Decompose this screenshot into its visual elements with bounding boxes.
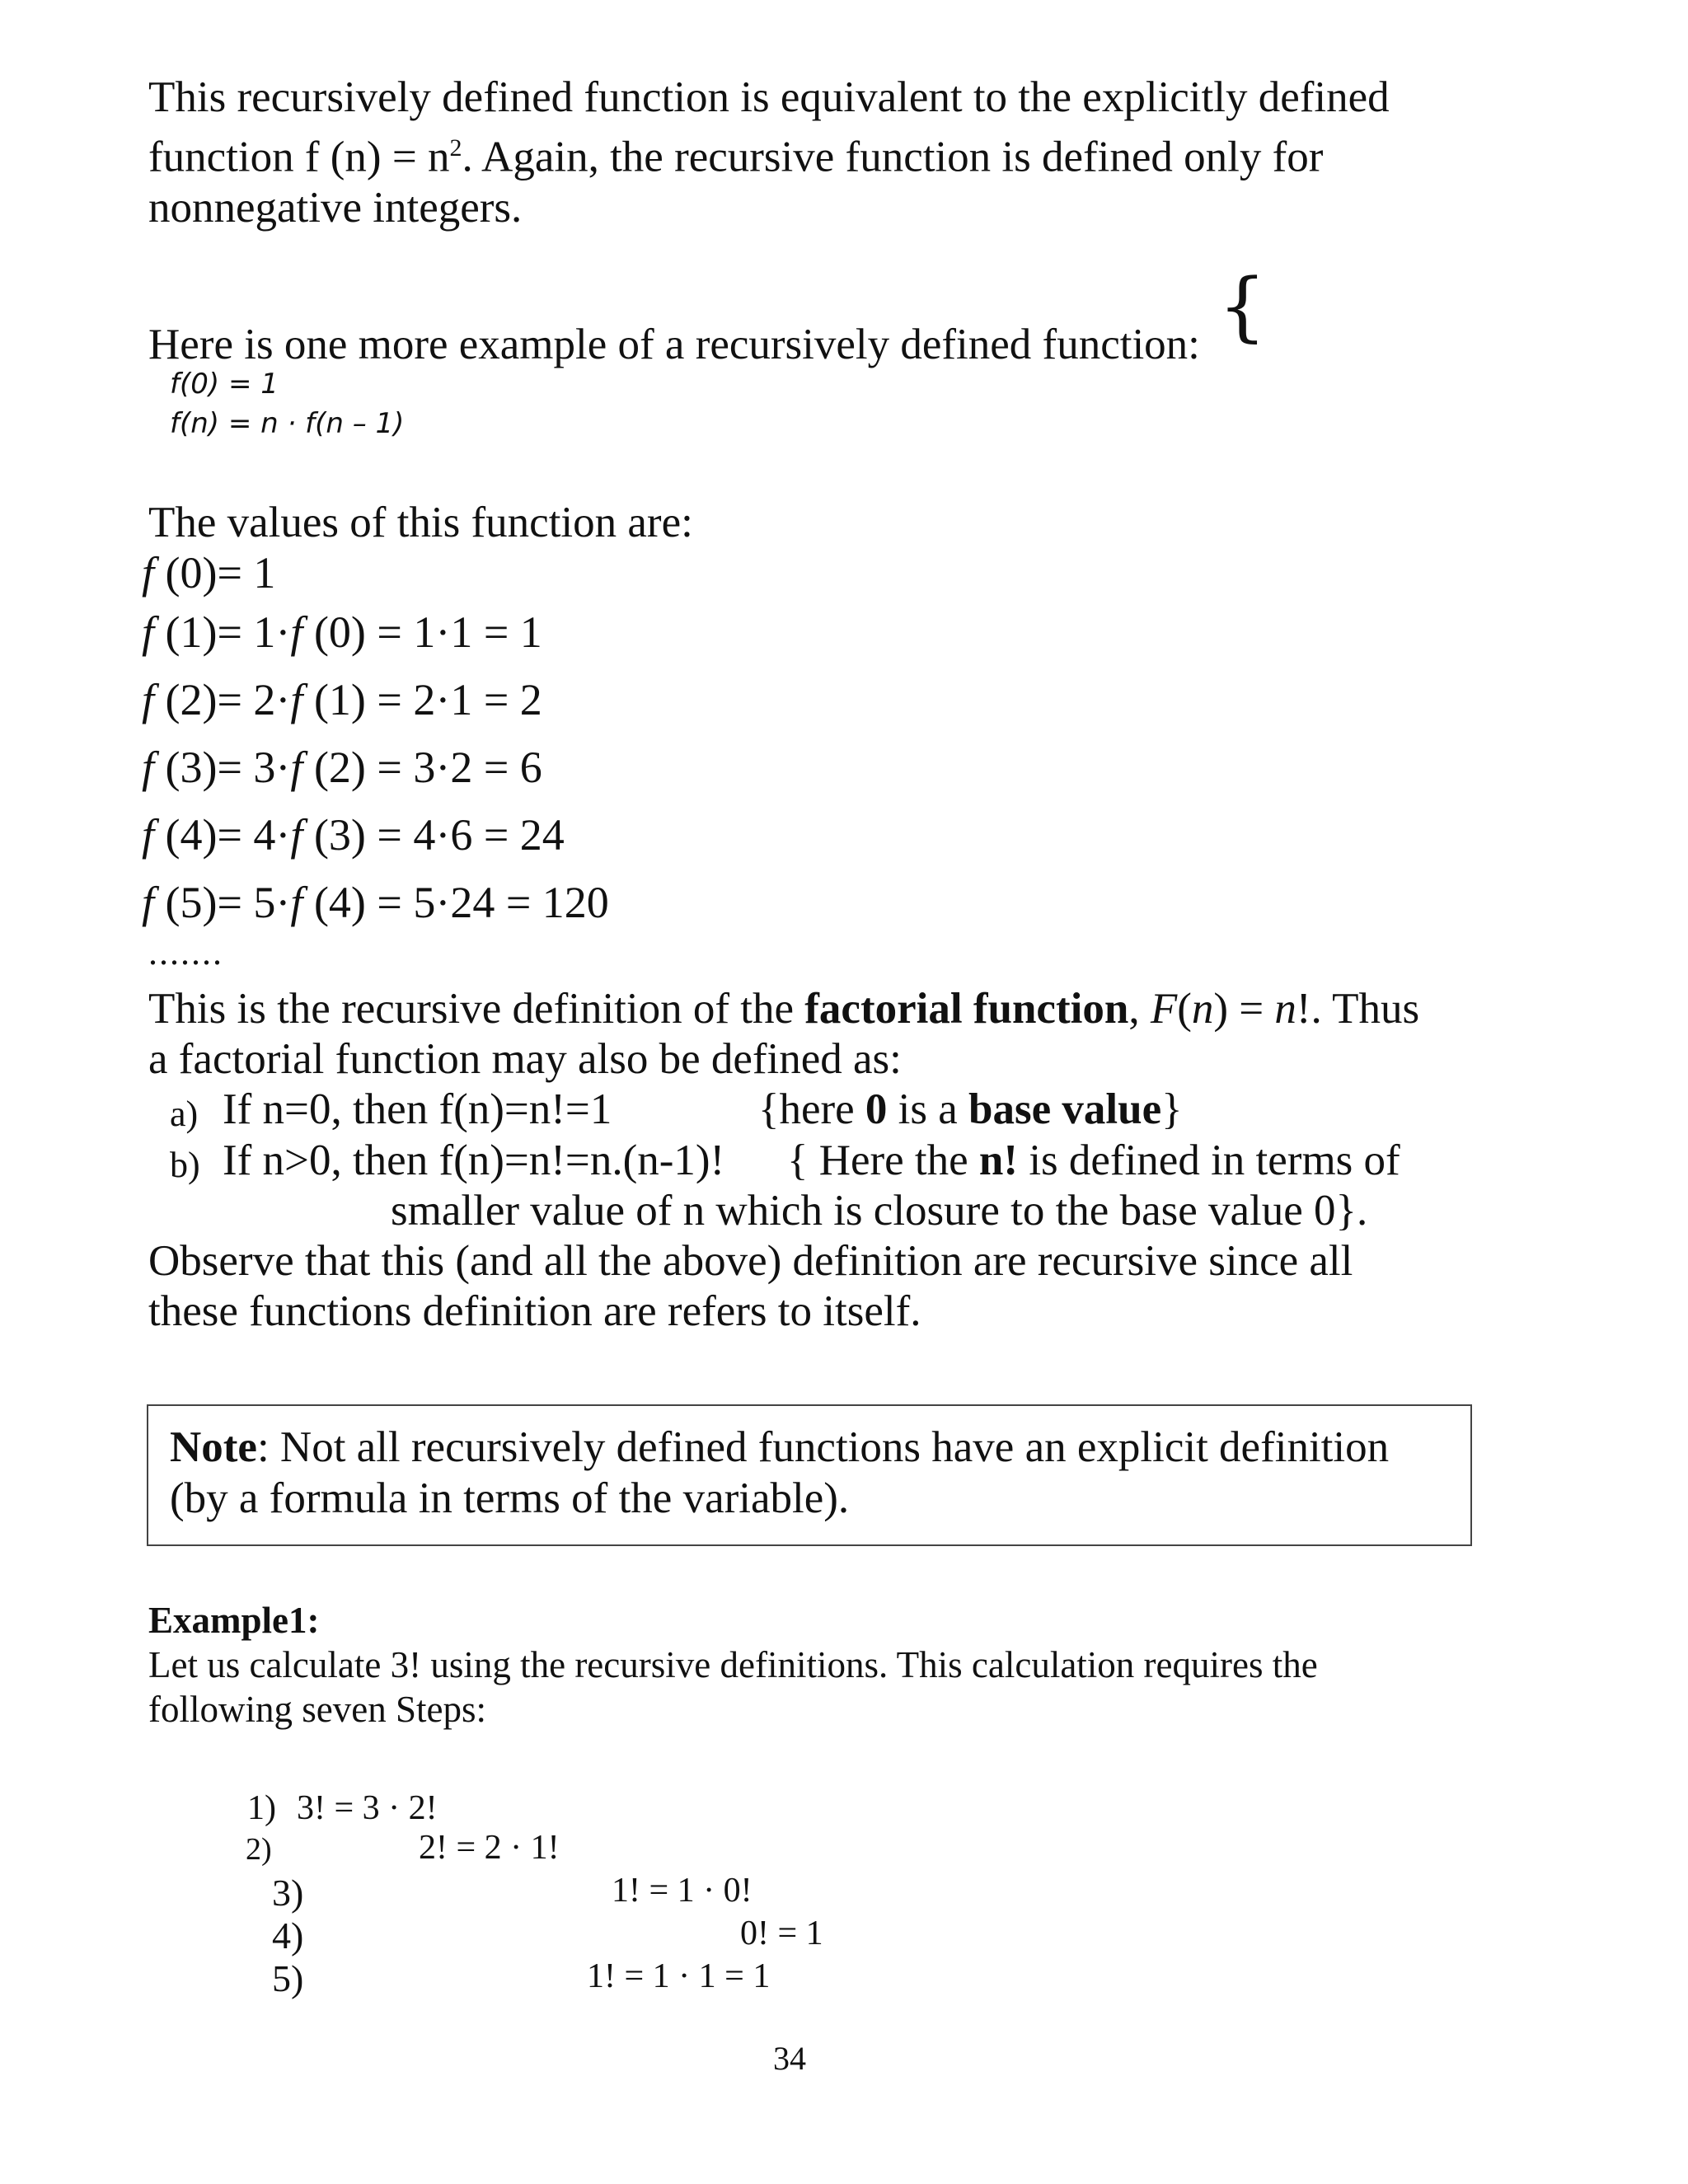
step-4-number: 4): [272, 1915, 304, 1957]
value-row: f (1)= 1·f (0) = 1·1 = 1: [142, 607, 542, 657]
step-1-number: 1): [247, 1789, 276, 1827]
observation-line-2: these functions definition are refers to itself.: [148, 1287, 921, 1335]
step-1-expression: 3! = 3 · 2!: [297, 1789, 438, 1827]
note-label: Note: [170, 1423, 257, 1471]
note-box: [147, 1404, 1472, 1546]
value-row: f (5)= 5·f (4) = 5·24 = 120: [142, 878, 609, 927]
step-5-number: 5): [272, 1957, 304, 1999]
example1-line-1: Let us calculate 3! using the recursive definitions. This calculation requires the: [148, 1644, 1318, 1685]
intro-line-2: [148, 123, 1390, 183]
intro-line-2-post: . Again, the recursive function is defined only for: [462, 133, 1324, 181]
example1-title: Example1:: [148, 1600, 320, 1641]
case-b-note: { Here the n! is defined in terms of: [787, 1137, 1400, 1184]
case-a-marker: a): [170, 1094, 199, 1134]
factorial-line-1: This is the recursive definition of the factorial function, F(n) = n!. Thus: [148, 985, 1420, 1033]
note-line-2: (by a formula in terms of the variable).: [170, 1474, 850, 1522]
step-3-number: 3): [272, 1872, 304, 1914]
intro-paragraph: [148, 73, 1390, 233]
intro-line-2-pre: function f (n) = n: [148, 133, 450, 181]
factorial-line-2: a factorial function may also be defined as:: [148, 1035, 902, 1083]
page-number: 34: [773, 2040, 806, 2077]
value-row: f (2)= 2·f (1) = 2·1 = 2: [142, 675, 542, 724]
value-row: f (4)= 4·f (3) = 4·6 = 24: [142, 810, 565, 860]
intro-superscript: 2: [449, 134, 462, 162]
note-line-1: Note: Not all recursively defined functions have an explicit definition: [170, 1423, 1390, 1471]
definition-line-2: f(n) = n · f(n – 1): [170, 407, 405, 440]
step-2-number: 2): [246, 1832, 272, 1867]
value-row: f (3)= 3·f (2) = 3·2 = 6: [142, 743, 542, 792]
case-a-note: {here 0 is a base value}: [758, 1085, 1183, 1133]
example1-line-2: following seven Steps:: [148, 1689, 486, 1730]
value-row: f (0)= 1: [142, 548, 276, 598]
definition-line-1: f(0) = 1: [170, 368, 279, 401]
case-a-text: If n=0, then f(n)=n!=1: [223, 1085, 612, 1133]
example-intro: Here is one more example of a recursively defined function:: [148, 321, 1200, 368]
step-3-expression: 1! = 1 · 0!: [612, 1872, 753, 1910]
case-b-marker: b): [170, 1145, 200, 1185]
step-2-expression: 2! = 2 · 1!: [419, 1829, 560, 1867]
intro-line-1: This recursively defined function is equivalent to the explicitly defined: [148, 73, 1390, 121]
case-b-text: If n>0, then f(n)=n!=n.(n-1)!: [223, 1137, 725, 1184]
intro-line-3: nonnegative integers.: [148, 183, 523, 232]
case-b-continuation: smaller value of n which is closure to the base value 0}.: [391, 1187, 1368, 1235]
ellipsis: .......: [148, 932, 223, 972]
step-4-expression: 0! = 1: [740, 1915, 823, 1952]
values-heading: The values of this function are:: [148, 499, 693, 546]
step-5-expression: 1! = 1 · 1 = 1: [587, 1957, 771, 1995]
observation-line-1: Observe that this (and all the above) definition are recursive since all: [148, 1237, 1353, 1285]
brace-symbol: {: [1218, 262, 1267, 350]
